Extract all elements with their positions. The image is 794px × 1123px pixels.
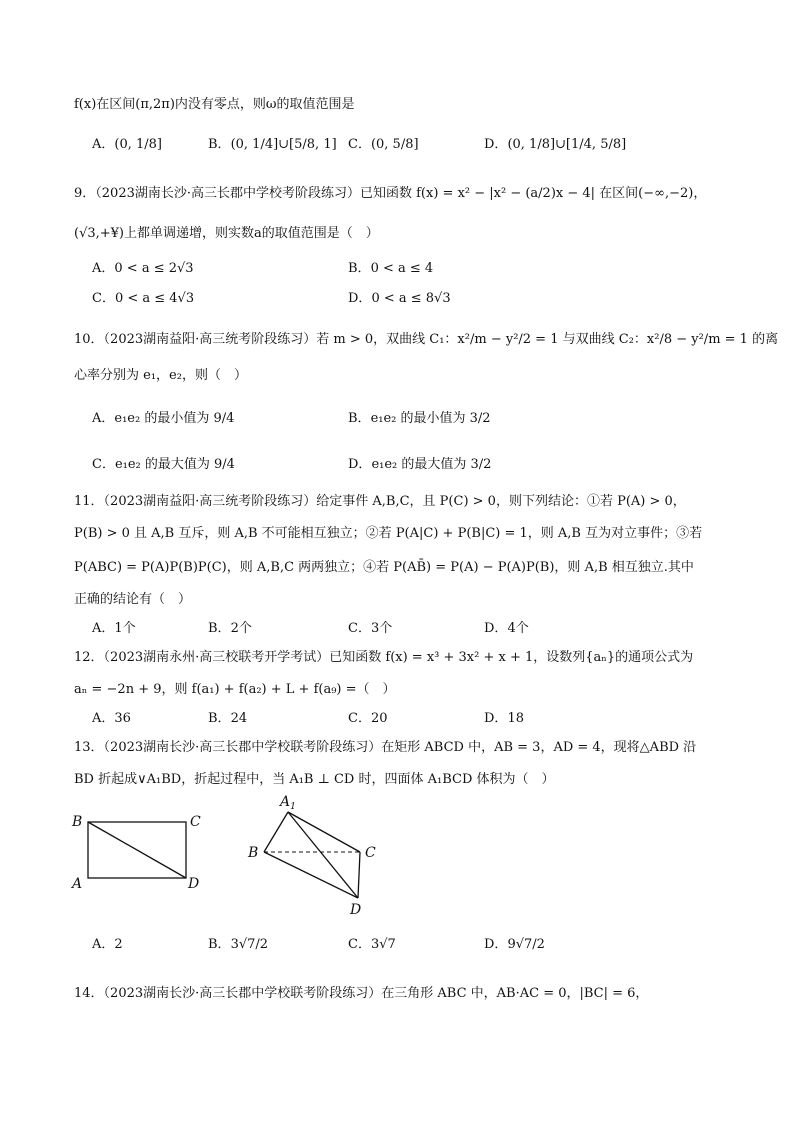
label-a1: $A_1$: [280, 794, 296, 812]
q13-options: [92, 930, 732, 960]
edge-a1d: [288, 812, 358, 898]
q11-option-a[interactable]: A．1个: [92, 621, 136, 636]
label-c: C: [365, 845, 376, 861]
tetrahedron-a1bcd-figure: [240, 790, 400, 918]
label-b: B: [248, 845, 259, 861]
q13-option-c[interactable]: C．3√7: [348, 937, 396, 952]
q12-line-1: 12．（2023湖南永州·高三校联考开学考试）已知函数 f(x) = x³ + 3x² + x + 1，设数列{aₙ}的通项公式为: [74, 650, 694, 665]
q8-option-c[interactable]: C．(0, 5/8]: [348, 137, 419, 152]
q11-options: [92, 614, 732, 644]
q11-option-c[interactable]: C．3个: [348, 621, 393, 636]
label-b: B: [72, 814, 83, 830]
q13-option-d[interactable]: D．9√7/2: [484, 937, 545, 952]
q14-line-1: 14．（2023湖南长沙·高三长郡中学校联考阶段练习）在三角形 ABC 中，AB·AC = 0，|BC| = 6，: [74, 986, 649, 1001]
q12-option-a[interactable]: A．36: [92, 711, 131, 726]
label-d: D: [188, 876, 200, 892]
q9-options-row-1: [92, 254, 732, 284]
q11-line-4: 正确的结论有（ ）: [74, 592, 192, 607]
q9-option-a[interactable]: A．0 < a ≤ 2√3: [92, 261, 194, 276]
label-c: C: [190, 814, 201, 830]
q13-line-2: BD 折起成∨A₁BD，折起过程中，当 A₁B ⊥ CD 时，四面体 A₁BCD 体积为（ ）: [74, 772, 555, 787]
edge-a1b: [264, 812, 288, 852]
rectangle-abcd-figure: [60, 800, 220, 900]
q9-line-2: (√3,+¥)上都单调递增，则实数a的取值范围是（ ）: [74, 226, 379, 241]
q9-option-c[interactable]: C．0 < a ≤ 4√3: [92, 291, 195, 306]
q9-options-row-2: [92, 284, 732, 314]
q12-options: [92, 704, 732, 734]
q12-option-c[interactable]: C．20: [348, 711, 388, 726]
q11-line-2: P(B) > 0 且 A,B 互斥，则 A,B 不可能相互独立；②若 P(A|C) + P(B|C) = 1，则 A,B 互为对立事件；③若: [74, 526, 703, 541]
q8-option-a[interactable]: A．(0, 1/8]: [92, 137, 162, 152]
q8-option-d[interactable]: D．(0, 1/8]∪[1/4, 5/8]: [484, 137, 627, 152]
label-d: D: [350, 902, 362, 918]
q11-option-b[interactable]: B．2个: [208, 621, 252, 636]
q10-options-row-2: [92, 450, 732, 480]
q11-line-1: 11．（2023湖南益阳·高三统考阶段练习）给定事件 A,B,C，且 P(C) > 0，则下列结论：①若 P(A) > 0，: [74, 494, 686, 509]
q13-line-1: 13．（2023湖南长沙·高三长郡中学校联考阶段练习）在矩形 ABCD 中，AB = 3，AD = 4，现将△ABD 沿: [74, 740, 697, 755]
edge-cd: [358, 852, 360, 898]
q12-option-d[interactable]: D．18: [484, 711, 524, 726]
diagonal-bd: [88, 822, 186, 878]
q8-tail: f(x)在区间(π,2π)内没有零点，则ω的取值范围是: [74, 97, 355, 112]
q11-option-d[interactable]: D．4个: [484, 621, 529, 636]
q12-option-b[interactable]: B．24: [208, 711, 248, 726]
q10-line-2: 心率分别为 e₁，e₂，则（ ）: [74, 368, 247, 383]
q11-line-3: P(ABC) = P(A)P(B)P(C)，则 A,B,C 两两独立；④若 P(AB̄) = P(A) − P(A)P(B)，则 A,B 相互独立.其中: [74, 560, 694, 575]
edge-bd: [264, 852, 358, 898]
q9-option-b[interactable]: B．0 < a ≤ 4: [348, 261, 434, 276]
q10-option-b[interactable]: B．e₁e₂ 的最小值为 3/2: [348, 411, 491, 426]
q10-option-c[interactable]: C．e₁e₂ 的最大值为 9/4: [92, 457, 235, 472]
q13-option-b[interactable]: B．3√7/2: [208, 937, 269, 952]
q10-options-row-1: [92, 404, 732, 434]
q10-line-1: 10．（2023湖南益阳·高三统考阶段练习）若 m > 0，双曲线 C₁：x²/m − y²/2 = 1 与双曲线 C₂：x²/8 − y²/m = 1 的离: [74, 332, 779, 347]
q12-line-2: aₙ = −2n + 9，则 f(a₁) + f(a₂) + L + f(a₉) =（ ）: [74, 682, 396, 697]
label-a: A: [72, 876, 83, 892]
q10-option-d[interactable]: D．e₁e₂ 的最大值为 3/2: [348, 457, 492, 472]
q13-option-a[interactable]: A．2: [92, 937, 123, 952]
edge-a1c: [288, 812, 360, 852]
q10-option-a[interactable]: A．e₁e₂ 的最小值为 9/4: [92, 411, 235, 426]
q9-line-1: 9．（2023湖南长沙·高三长郡中学校考阶段练习）已知函数 f(x) = x² − |x² − (a/2)x − 4| 在区间(−∞,−2)，: [74, 186, 707, 201]
q8-option-b[interactable]: B．(0, 1/4]∪[5/8, 1]: [208, 137, 337, 152]
q8-options: [92, 130, 732, 160]
q9-option-d[interactable]: D．0 < a ≤ 8√3: [348, 291, 451, 306]
